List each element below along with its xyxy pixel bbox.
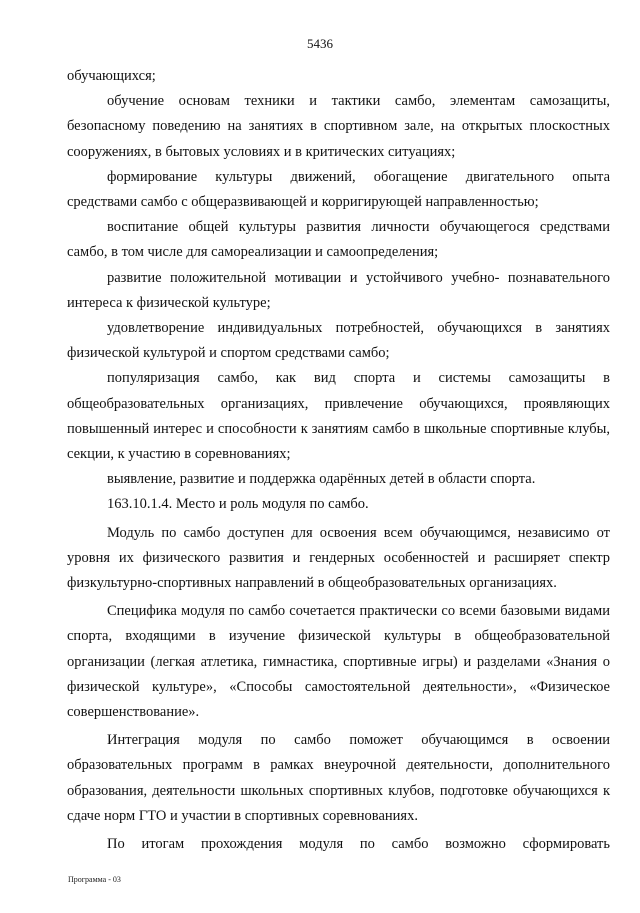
paragraph-module-availability: Модуль по самбо доступен для освоения всем обучающимся, независимо от уровня их физического развития и гендерных особенностей и расширяет спектр физкультурно-спортивных направлений в общеобразовательных организациях. [67,524,610,592]
paragraph-gifted-children: выявление, развитие и поддержка одарённых детей в области спорта. [107,471,536,488]
paragraph-continuation: обучающихся; [67,68,156,84]
footer-program-label: Программа - 03 [68,875,121,884]
paragraph-technique: обучение основам техники и тактики самбо, элементам самозащиты, безопасному поведению на занятиях в спортивном зале, на открытых плоскостных сооружениях, в бытовых условиях и в критических ситуациях; [67,93,610,160]
paragraph-results: По итогам прохождения модуля по самбо возможно сформировать [107,836,610,853]
paragraph-needs: удовлетворение индивидуальных потребностей, обучающихся в занятиях физической культурой и спортом средствами самбо; [67,320,610,362]
document-body [67,64,610,857]
paragraph-movement-culture: формирование культуры движений, обогащение двигательного опыта средствами самбо с общеразвивающей и корригирующей направленностью; [67,168,610,211]
paragraph-motivation: развитие положительной мотивации и устойчивого учебно- познавательного интереса к физической культуре; [67,269,610,311]
paragraph-personal-culture: воспитание общей культуры развития личности обучающегося средствами самбо, в том числе для самореализации и самоопределения; [67,219,610,261]
paragraph-popularization: популяризация самбо, как вид спорта и системы самозащиты в общеобразовательных организациях, привлечение обучающихся, проявляющих повышенный интерес и способности к занятиям самбо в школьные спортивные клубы, секции, к участию в соревнованиях; [67,370,610,463]
section-heading: 163.10.1.4. Место и роль модуля по самбо. [107,496,369,513]
paragraph-module-specifics: Специфика модуля по самбо сочетается практически со всеми базовыми видами спорта, входящими в изучение физической культуры в общеобразовательной организации (легкая атлетика, гимнастика, спортивные игры) и разделами «Знания о физической культуре», «Способы самостоятельной деятельности», «Физическое совершенствование». [67,603,610,721]
page-number: 5436 [307,36,333,51]
paragraph-integration: Интеграция модуля по самбо поможет обучающимся в освоении образовательных программ в рамках внеурочной деятельности, дополнительного образования, деятельности школьных спортивных клубов, подготовке обучающихся к сдаче норм ГТО и участии в спортивных соревнованиях. [67,732,610,824]
